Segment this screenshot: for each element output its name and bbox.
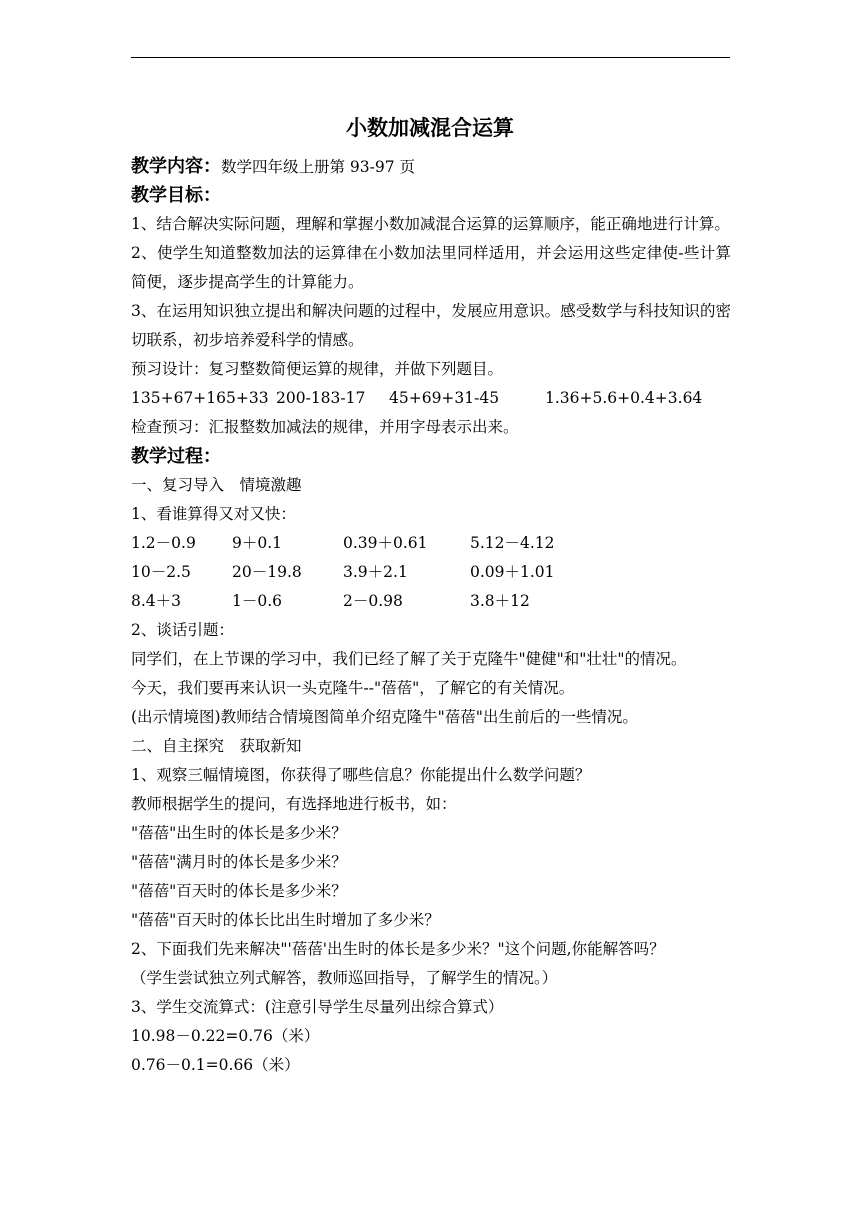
- calc-item: 2－0.98: [343, 592, 403, 610]
- calc-item: 1.2－0.9: [131, 534, 196, 552]
- content-label: 教学内容：: [131, 156, 221, 177]
- content-value: 数学四年级上册第 93-97 页: [221, 158, 416, 176]
- objective-item: 3、在运用知识独立提出和解决问题的过程中，发展应用意识。感受数学与科技知识的密切联系，初步培养爱科学的情感。: [131, 302, 731, 349]
- question-item: "蓓蓓"出生时的体长是多少米？: [131, 824, 347, 842]
- calc-item: 3.9＋2.1: [343, 563, 408, 581]
- calc-item: 9＋0.1: [232, 534, 283, 552]
- header-rule: [131, 57, 730, 58]
- observe-prompt: 1、观察三幅情境图，你获得了哪些信息？你能提出什么数学问题？: [131, 766, 591, 784]
- question-item: "蓓蓓"百天时的体长是多少米？: [131, 882, 347, 900]
- board-intro: 教师根据学生的提问，有选择地进行板书，如：: [131, 795, 457, 813]
- document-body: [131, 152, 731, 1080]
- calc-item: 10－2.5: [131, 563, 191, 581]
- calc-row: [131, 558, 731, 587]
- calc-item: 3.8＋12: [470, 592, 530, 610]
- preview-problem: 45+69+31-45: [389, 389, 500, 407]
- preview-check: 检查预习：汇报整数加减法的规律，并用字母表示出来。: [131, 418, 519, 436]
- question-item: "蓓蓓"百天时的体长比出生时增加了多少米？: [131, 911, 440, 929]
- equation: 10.98－0.22=0.76（米）: [131, 1027, 320, 1045]
- preview-problems-row: [131, 384, 731, 413]
- talk-paragraph: (出示情境图)教师结合情境图简单介绍克隆牛"蓓蓓"出生前后的一些情况。: [131, 708, 638, 726]
- page-title: 小数加减混合运算: [346, 115, 514, 140]
- talk-paragraph: 今天，我们要再来认识一头克隆牛--"蓓蓓"，了解它的有关情况。: [131, 679, 575, 697]
- calc-item: 5.12－4.12: [470, 534, 555, 552]
- calc-item: 20－19.8: [232, 563, 302, 581]
- question-item: "蓓蓓"满月时的体长是多少米？: [131, 853, 347, 871]
- calc-row: [131, 529, 731, 558]
- solve-note: （学生尝试独立列式解答，教师巡回指导，了解学生的情况。）: [131, 969, 558, 987]
- calc-item: 0.39＋0.61: [343, 534, 428, 552]
- preview-design: 预习设计：复习整数简便运算的规律，并做下列题目。: [131, 360, 504, 378]
- solve-prompt: 2、下面我们先来解决"'蓓蓓'出生时的体长是多少米？"这个问题,你能解答吗？: [131, 940, 665, 958]
- objective-item: 2、使学生知道整数加法的运算律在小数加法里同样适用，并会运用这些定律使-些计算简便，逐步提高学生的计算能力。: [131, 244, 731, 291]
- calc-item: 8.4＋3: [131, 592, 182, 610]
- talk-paragraph: 同学们，在上节课的学习中，我们已经了解了关于克隆牛"健健"和"壮壮"的情况。: [131, 650, 687, 668]
- preview-problem: 135+67+165+33: [131, 389, 269, 407]
- calc-item: 1－0.6: [232, 592, 283, 610]
- content-line: [131, 152, 731, 181]
- objective-item: 1、结合解决实际问题，理解和掌握小数加减混合运算的运算顺序，能正确地进行计算。: [131, 215, 730, 233]
- section1-title: 一、复习导入 情境激趣: [131, 476, 302, 494]
- objectives-heading: 教学目标：: [131, 185, 221, 206]
- exchange-prompt: 3、学生交流算式：(注意引导学生尽量列出综合算式）: [131, 998, 504, 1016]
- talk-label: 2、谈话引题：: [131, 621, 234, 639]
- calc-item: 0.09＋1.01: [470, 563, 555, 581]
- calc-row: [131, 587, 731, 616]
- section2-title: 二、自主探究 获取新知: [131, 737, 302, 755]
- process-heading: 教学过程：: [131, 446, 221, 467]
- equation: 0.76－0.1=0.66（米）: [131, 1056, 300, 1074]
- preview-problem: 1.36+5.6+0.4+3.64: [545, 389, 703, 407]
- quick-calc-label: 1、看谁算得又对又快：: [131, 505, 296, 523]
- preview-problem: 200-183-17: [276, 389, 366, 407]
